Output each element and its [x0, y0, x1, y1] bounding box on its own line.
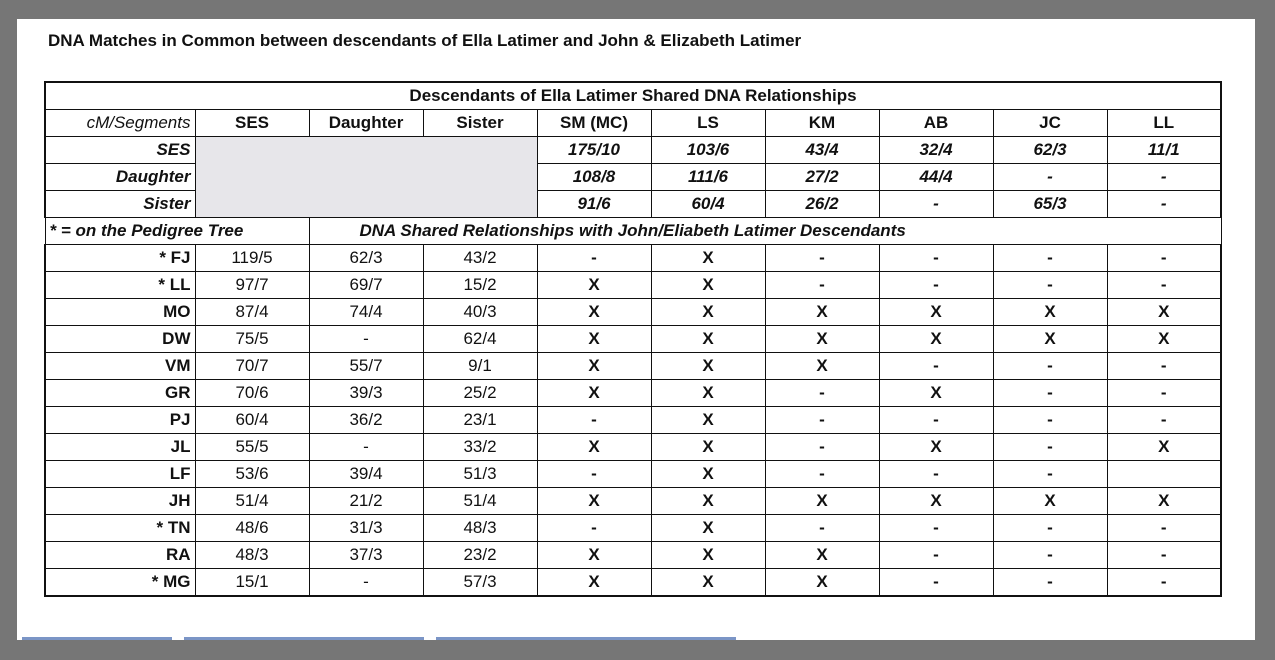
- table-cell: X: [537, 542, 651, 569]
- table-cell: -: [993, 407, 1107, 434]
- table-title: Descendants of Ella Latimer Shared DNA Relationships: [45, 82, 1221, 110]
- table-cell: 26/2: [765, 191, 879, 218]
- table-cell: 21/2: [309, 488, 423, 515]
- table-cell: 43/2: [423, 245, 537, 272]
- table-cell: 70/6: [195, 380, 309, 407]
- table-cell: 119/5: [195, 245, 309, 272]
- table-cell: 87/4: [195, 299, 309, 326]
- table-cell: X: [537, 353, 651, 380]
- row-label: VM: [45, 353, 195, 380]
- table-cell: -: [1107, 191, 1221, 218]
- table-cell: X: [765, 569, 879, 597]
- table-row: [45, 488, 1221, 515]
- table-cell: 70/7: [195, 353, 309, 380]
- table-cell: X: [1107, 326, 1221, 353]
- dna-matches-table: [44, 81, 1222, 597]
- table-cell: 62/3: [309, 245, 423, 272]
- table-cell: 15/2: [423, 272, 537, 299]
- table-cell: 51/4: [423, 488, 537, 515]
- table-row: [45, 245, 1221, 272]
- table-cell: 39/3: [309, 380, 423, 407]
- table-title-row: [45, 82, 1221, 110]
- column-header: SES: [195, 110, 309, 137]
- row-label: LF: [45, 461, 195, 488]
- table-cell: X: [537, 434, 651, 461]
- table-cell: 57/3: [423, 569, 537, 597]
- row-label: RA: [45, 542, 195, 569]
- table-cell: 65/3: [993, 191, 1107, 218]
- table-cell: X: [537, 272, 651, 299]
- row-label: JH: [45, 488, 195, 515]
- row-label: Sister: [45, 191, 195, 218]
- table-row: [45, 569, 1221, 597]
- table-cell: X: [537, 569, 651, 597]
- table-cell: 51/4: [195, 488, 309, 515]
- table-cell: -: [1107, 272, 1221, 299]
- table-cell: 51/3: [423, 461, 537, 488]
- table-cell: X: [651, 461, 765, 488]
- table-cell: X: [765, 542, 879, 569]
- table-cell: -: [1107, 380, 1221, 407]
- table-cell: X: [1107, 299, 1221, 326]
- document-sheet: [17, 19, 1255, 640]
- self-comparison-block: [195, 137, 537, 218]
- table-cell: -: [879, 272, 993, 299]
- column-header-row: [45, 110, 1221, 137]
- table-cell: X: [651, 488, 765, 515]
- table-cell: 39/4: [309, 461, 423, 488]
- table-cell: 62/3: [993, 137, 1107, 164]
- table-cell: X: [993, 326, 1107, 353]
- table-cell: 23/1: [423, 407, 537, 434]
- table-row: [45, 272, 1221, 299]
- table-cell: X: [651, 434, 765, 461]
- table-cell: X: [765, 326, 879, 353]
- table-cell: 37/3: [309, 542, 423, 569]
- table-cell: -: [993, 380, 1107, 407]
- ella-row: [45, 137, 1221, 164]
- table-cell: X: [993, 488, 1107, 515]
- table-cell: [1107, 461, 1221, 488]
- table-cell: -: [993, 515, 1107, 542]
- table-cell: 15/1: [195, 569, 309, 597]
- table-cell: X: [651, 515, 765, 542]
- table-cell: 60/4: [195, 407, 309, 434]
- table-cell: -: [993, 569, 1107, 597]
- column-header: Daughter: [309, 110, 423, 137]
- row-label: GR: [45, 380, 195, 407]
- table-cell: -: [1107, 407, 1221, 434]
- table-cell: 48/3: [195, 542, 309, 569]
- table-row: [45, 407, 1221, 434]
- table-cell: X: [879, 299, 993, 326]
- table-cell: X: [879, 434, 993, 461]
- table-row: [45, 542, 1221, 569]
- table-row: [45, 434, 1221, 461]
- table-cell: 60/4: [651, 191, 765, 218]
- table-cell: -: [993, 434, 1107, 461]
- table-cell: 44/4: [879, 164, 993, 191]
- table-cell: 74/4: [309, 299, 423, 326]
- row-label: * TN: [45, 515, 195, 542]
- table-cell: X: [879, 326, 993, 353]
- table-cell: 69/7: [309, 272, 423, 299]
- table-cell: -: [879, 542, 993, 569]
- table-cell: -: [765, 515, 879, 542]
- table-cell: -: [1107, 164, 1221, 191]
- table-cell: X: [651, 542, 765, 569]
- table-cell: -: [993, 245, 1107, 272]
- table-row: [45, 461, 1221, 488]
- table-cell: -: [765, 272, 879, 299]
- table-cell: -: [1107, 542, 1221, 569]
- table-cell: -: [993, 272, 1107, 299]
- table-cell: 108/8: [537, 164, 651, 191]
- table-cell: -: [309, 434, 423, 461]
- table-cell: 43/4: [765, 137, 879, 164]
- table-cell: X: [651, 272, 765, 299]
- table-cell: X: [1107, 434, 1221, 461]
- table-cell: -: [993, 542, 1107, 569]
- section-note-row: [45, 218, 1221, 245]
- table-cell: -: [879, 515, 993, 542]
- table-cell: 55/5: [195, 434, 309, 461]
- table-cell: X: [537, 488, 651, 515]
- column-header: KM: [765, 110, 879, 137]
- table-cell: -: [765, 461, 879, 488]
- table-row: [45, 299, 1221, 326]
- column-header: Sister: [423, 110, 537, 137]
- table-cell: -: [309, 326, 423, 353]
- table-cell: 48/6: [195, 515, 309, 542]
- column-header: LL: [1107, 110, 1221, 137]
- table-cell: 48/3: [423, 515, 537, 542]
- table-cell: X: [993, 299, 1107, 326]
- table-cell: X: [537, 380, 651, 407]
- table-row: [45, 515, 1221, 542]
- table-cell: X: [765, 353, 879, 380]
- table-cell: -: [537, 515, 651, 542]
- cut-off-footer-line: [22, 631, 782, 640]
- table-cell: X: [537, 299, 651, 326]
- table-cell: 111/6: [651, 164, 765, 191]
- table-cell: 55/7: [309, 353, 423, 380]
- table-cell: 32/4: [879, 137, 993, 164]
- table-cell: 40/3: [423, 299, 537, 326]
- table-cell: -: [1107, 569, 1221, 597]
- table-cell: -: [879, 407, 993, 434]
- table-cell: 103/6: [651, 137, 765, 164]
- table-cell: -: [765, 434, 879, 461]
- table-cell: 33/2: [423, 434, 537, 461]
- table-cell: -: [879, 245, 993, 272]
- table-cell: X: [879, 380, 993, 407]
- column-header: SM (MC): [537, 110, 651, 137]
- table-cell: X: [651, 407, 765, 434]
- table-cell: -: [765, 245, 879, 272]
- table-cell: 175/10: [537, 137, 651, 164]
- table-cell: 23/2: [423, 542, 537, 569]
- table-cell: X: [1107, 488, 1221, 515]
- table-cell: 75/5: [195, 326, 309, 353]
- table-cell: -: [309, 569, 423, 597]
- pedigree-note: * = on the Pedigree Tree: [45, 218, 309, 245]
- table-cell: X: [651, 299, 765, 326]
- table-cell: -: [879, 191, 993, 218]
- table-cell: X: [651, 569, 765, 597]
- table-cell: -: [537, 461, 651, 488]
- table-cell: 53/6: [195, 461, 309, 488]
- row-label: PJ: [45, 407, 195, 434]
- table-cell: X: [651, 245, 765, 272]
- table-cell: -: [993, 164, 1107, 191]
- column-header: AB: [879, 110, 993, 137]
- page-title: DNA Matches in Common between descendants of Ella Latimer and John & Elizabeth Latimer: [48, 31, 802, 50]
- column-header: LS: [651, 110, 765, 137]
- table-cell: X: [651, 353, 765, 380]
- table-row: [45, 353, 1221, 380]
- table-cell: -: [879, 461, 993, 488]
- table-cell: -: [765, 407, 879, 434]
- table-cell: 91/6: [537, 191, 651, 218]
- table-cell: 62/4: [423, 326, 537, 353]
- table-cell: -: [1107, 245, 1221, 272]
- table-cell: X: [651, 326, 765, 353]
- table-cell: X: [537, 326, 651, 353]
- table-cell: 36/2: [309, 407, 423, 434]
- table-row: [45, 380, 1221, 407]
- row-label: * FJ: [45, 245, 195, 272]
- table-cell: -: [993, 353, 1107, 380]
- table-cell: -: [1107, 353, 1221, 380]
- table-cell: X: [765, 488, 879, 515]
- row-label: * MG: [45, 569, 195, 597]
- row-label: DW: [45, 326, 195, 353]
- table-row: [45, 326, 1221, 353]
- table-cell: -: [537, 245, 651, 272]
- table-cell: -: [1107, 515, 1221, 542]
- row-label: Daughter: [45, 164, 195, 191]
- row-label: MO: [45, 299, 195, 326]
- row-label: SES: [45, 137, 195, 164]
- table-cell: 9/1: [423, 353, 537, 380]
- row-label: JL: [45, 434, 195, 461]
- table-cell: X: [651, 380, 765, 407]
- table-cell: -: [765, 380, 879, 407]
- table-cell: -: [879, 353, 993, 380]
- header-label: cM/Segments: [45, 110, 195, 137]
- row-label: * LL: [45, 272, 195, 299]
- table-cell: 25/2: [423, 380, 537, 407]
- table-cell: -: [879, 569, 993, 597]
- table-cell: -: [993, 461, 1107, 488]
- table-cell: 31/3: [309, 515, 423, 542]
- section-title: DNA Shared Relationships with John/Eliabeth Latimer Descendants: [309, 218, 1221, 245]
- table-cell: 97/7: [195, 272, 309, 299]
- table-cell: -: [537, 407, 651, 434]
- table-cell: 11/1: [1107, 137, 1221, 164]
- table-cell: X: [879, 488, 993, 515]
- table-cell: X: [765, 299, 879, 326]
- column-header: JC: [993, 110, 1107, 137]
- table-cell: 27/2: [765, 164, 879, 191]
